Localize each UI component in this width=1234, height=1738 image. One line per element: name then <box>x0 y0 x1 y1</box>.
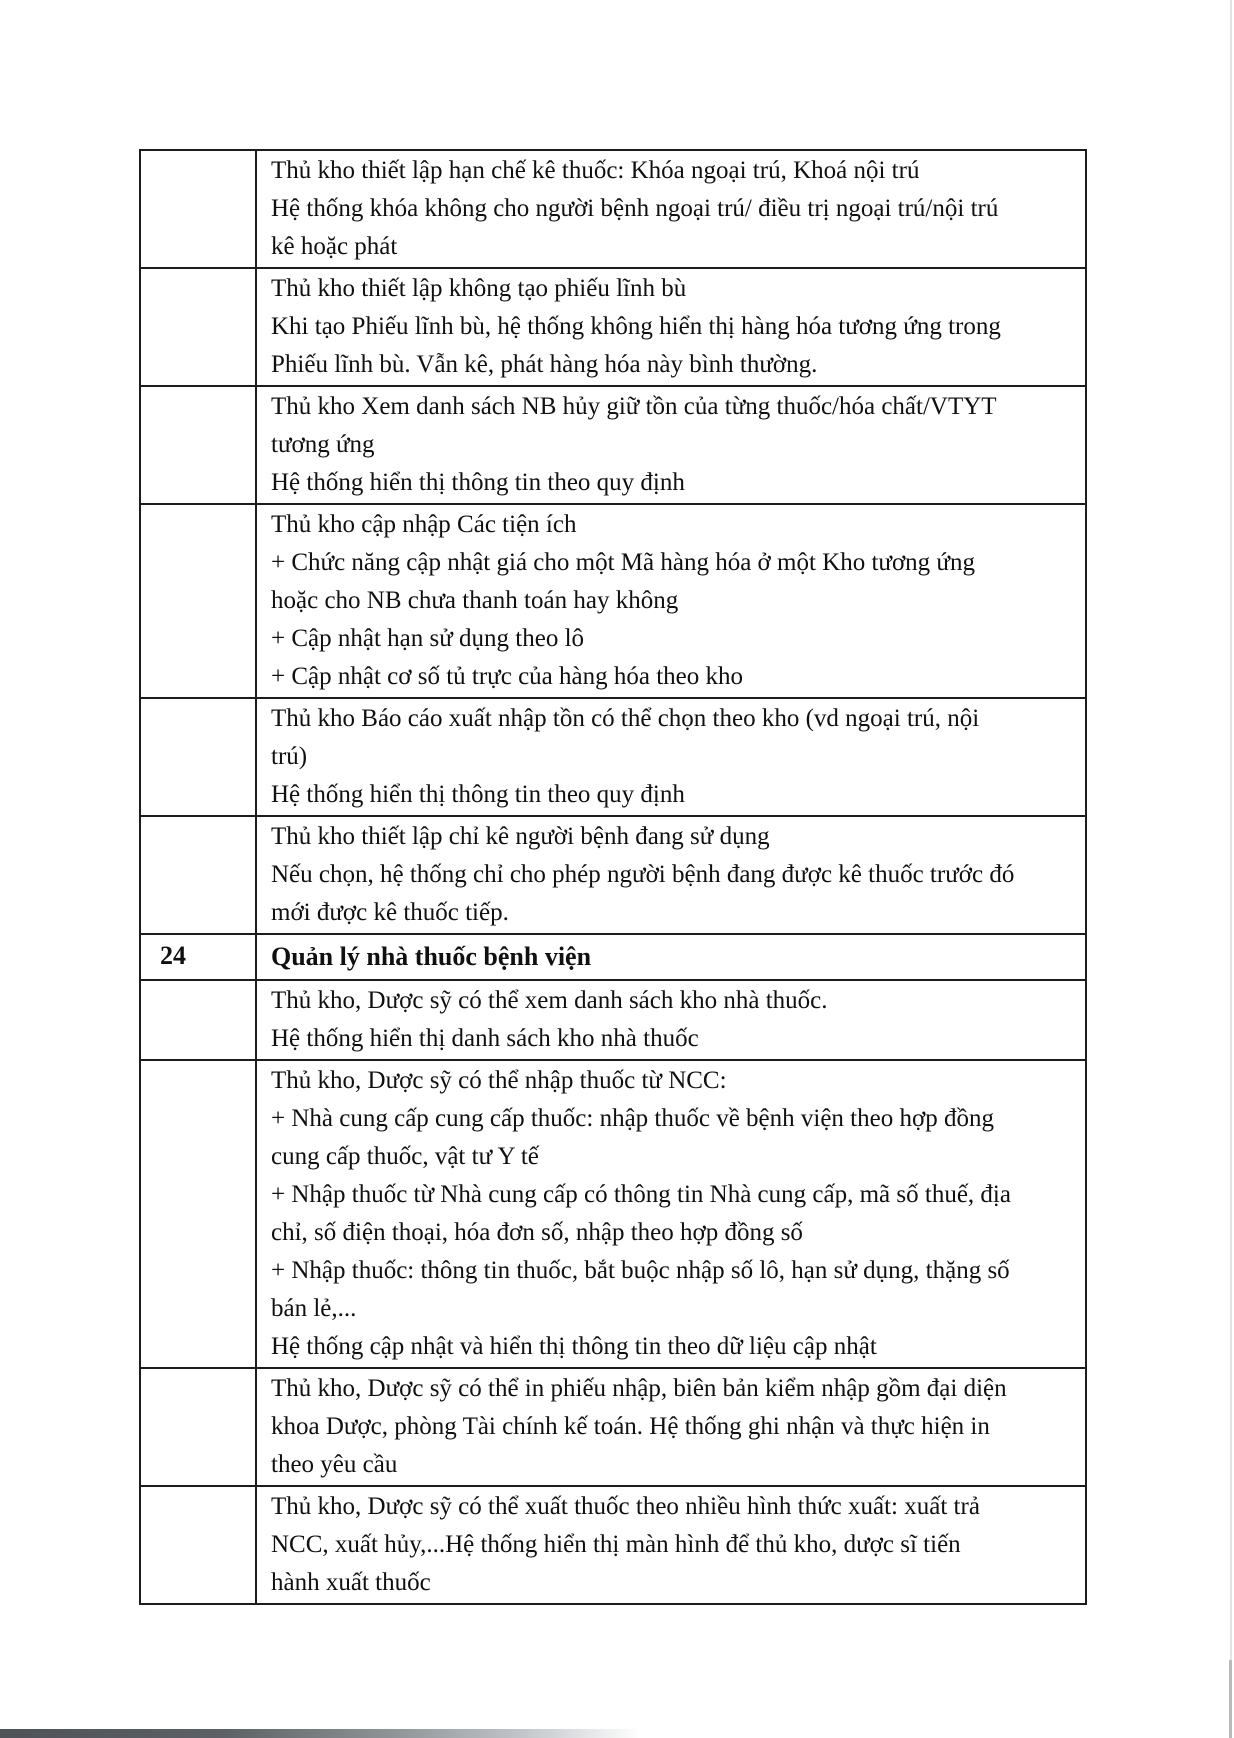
text-line: Thủ kho thiết lập không tạo phiếu lĩnh bù <box>271 275 687 302</box>
row-number-cell <box>140 268 256 386</box>
text-line: cung cấp thuốc, vật tư Y tế <box>271 1143 539 1170</box>
row-number-cell <box>140 504 256 698</box>
table-row <box>140 980 1086 1060</box>
row-number-cell <box>140 150 256 268</box>
text-line: + Chức năng cập nhật giá cho một Mã hàng hóa ở một Kho tương ứng <box>271 549 975 576</box>
requirements-table-body <box>140 150 1086 1604</box>
text-line: khoa Dược, phòng Tài chính kế toán. Hệ thống ghi nhận và thực hiện in <box>271 1413 990 1440</box>
table-row <box>140 1368 1086 1486</box>
text-line: Hệ thống hiển thị thông tin theo quy định <box>271 781 685 808</box>
scan-artifact-right-edge <box>1230 0 1232 1738</box>
row-content-cell <box>256 816 1086 934</box>
row-content-cell <box>256 386 1086 504</box>
text-line: bán lẻ,... <box>271 1295 357 1322</box>
row-content-cell <box>256 698 1086 816</box>
row-content-cell <box>256 150 1086 268</box>
text-line: Hệ thống hiển thị danh sách kho nhà thuốc <box>271 1025 699 1052</box>
row-number-cell <box>140 1368 256 1486</box>
row-number-cell <box>140 980 256 1060</box>
text-line: tương ứng <box>271 431 375 458</box>
row-number-cell <box>140 386 256 504</box>
text-line: mới được kê thuốc tiếp. <box>271 899 509 926</box>
table-row <box>140 698 1086 816</box>
text-line: Thủ kho, Dược sỹ có thể in phiếu nhập, biên bản kiểm nhập gồm đại diện <box>271 1375 1007 1402</box>
row-number-cell <box>140 1486 256 1604</box>
row-number-cell <box>140 816 256 934</box>
row-content-cell <box>256 268 1086 386</box>
table-row <box>140 1060 1086 1368</box>
text-line: theo yêu cầu <box>271 1451 398 1478</box>
text-line: NCC, xuất hủy,...Hệ thống hiển thị màn hình để thủ kho, dược sĩ tiến <box>271 1531 961 1558</box>
text-line: chỉ, số điện thoại, hóa đơn số, nhập theo hợp đồng số <box>271 1219 803 1246</box>
text-line: Thủ kho thiết lập hạn chế kê thuốc: Khóa ngoại trú, Khoá nội trú <box>271 157 920 184</box>
row-content-cell <box>256 934 1086 980</box>
row-content-cell <box>256 980 1086 1060</box>
text-line: trú) <box>271 743 308 770</box>
text-line: Phiếu lĩnh bù. Vẫn kê, phát hàng hóa này bình thường. <box>271 351 818 378</box>
table-row <box>140 816 1086 934</box>
scan-artifact-right-edge-dark <box>1229 1660 1232 1738</box>
text-line: Thủ kho, Dược sỹ có thể xem danh sách kho nhà thuốc. <box>271 987 828 1014</box>
row-number-cell: 24 <box>140 934 256 980</box>
text-line: Thủ kho, Dược sỹ có thể xuất thuốc theo nhiều hình thức xuất: xuất trả <box>271 1493 980 1520</box>
row-content-cell <box>256 504 1086 698</box>
text-line: Quản lý nhà thuốc bệnh viện <box>271 942 592 971</box>
row-content-cell <box>256 1060 1086 1368</box>
section-row <box>140 934 1086 980</box>
table-row <box>140 504 1086 698</box>
text-line: Thủ kho cập nhập Các tiện ích <box>271 511 577 538</box>
text-line: Khi tạo Phiếu lĩnh bù, hệ thống không hiển thị hàng hóa tương ứng trong <box>271 313 1001 340</box>
table-row <box>140 268 1086 386</box>
text-line: Thủ kho Báo cáo xuất nhập tồn có thể chọn theo kho (vd ngoại trú, nội <box>271 705 980 732</box>
text-line: + Cập nhật cơ số tủ trực của hàng hóa theo kho <box>271 663 743 690</box>
text-line: hoặc cho NB chưa thanh toán hay không <box>271 587 679 614</box>
row-content-cell <box>256 1368 1086 1486</box>
text-line: Hệ thống hiển thị thông tin theo quy định <box>271 469 685 496</box>
row-number-cell <box>140 1060 256 1368</box>
table-row <box>140 386 1086 504</box>
table-row <box>140 150 1086 268</box>
row-number-cell <box>140 698 256 816</box>
text-line: + Nhà cung cấp cung cấp thuốc: nhập thuốc về bệnh viện theo hợp đồng <box>271 1105 994 1132</box>
text-line: hành xuất thuốc <box>271 1569 431 1596</box>
text-line: kê hoặc phát <box>271 233 398 260</box>
text-line: Nếu chọn, hệ thống chỉ cho phép người bệnh đang được kê thuốc trước đó <box>271 861 1015 888</box>
text-line: Thủ kho thiết lập chỉ kê người bệnh đang sử dụng <box>271 823 770 850</box>
text-line: Thủ kho, Dược sỹ có thể nhập thuốc từ NCC: <box>271 1067 727 1094</box>
text-line: + Nhập thuốc từ Nhà cung cấp có thông tin Nhà cung cấp, mã số thuế, địa <box>271 1181 1011 1208</box>
table-row <box>140 1486 1086 1604</box>
scan-artifact-bottom-bar <box>0 1729 640 1738</box>
requirements-table <box>139 149 1087 1605</box>
text-line: Thủ kho Xem danh sách NB hủy giữ tồn của từng thuốc/hóa chất/VTYT <box>271 393 997 420</box>
text-line: Hệ thống cập nhật và hiển thị thông tin theo dữ liệu cập nhật <box>271 1333 877 1360</box>
text-line: Hệ thống khóa không cho người bệnh ngoại trú/ điều trị ngoại trú/nội trú <box>271 195 999 222</box>
text-line: + Cập nhật hạn sử dụng theo lô <box>271 625 585 652</box>
row-content-cell <box>256 1486 1086 1604</box>
text-line: + Nhập thuốc: thông tin thuốc, bắt buộc nhập số lô, hạn sử dụng, thặng số <box>271 1257 1010 1284</box>
